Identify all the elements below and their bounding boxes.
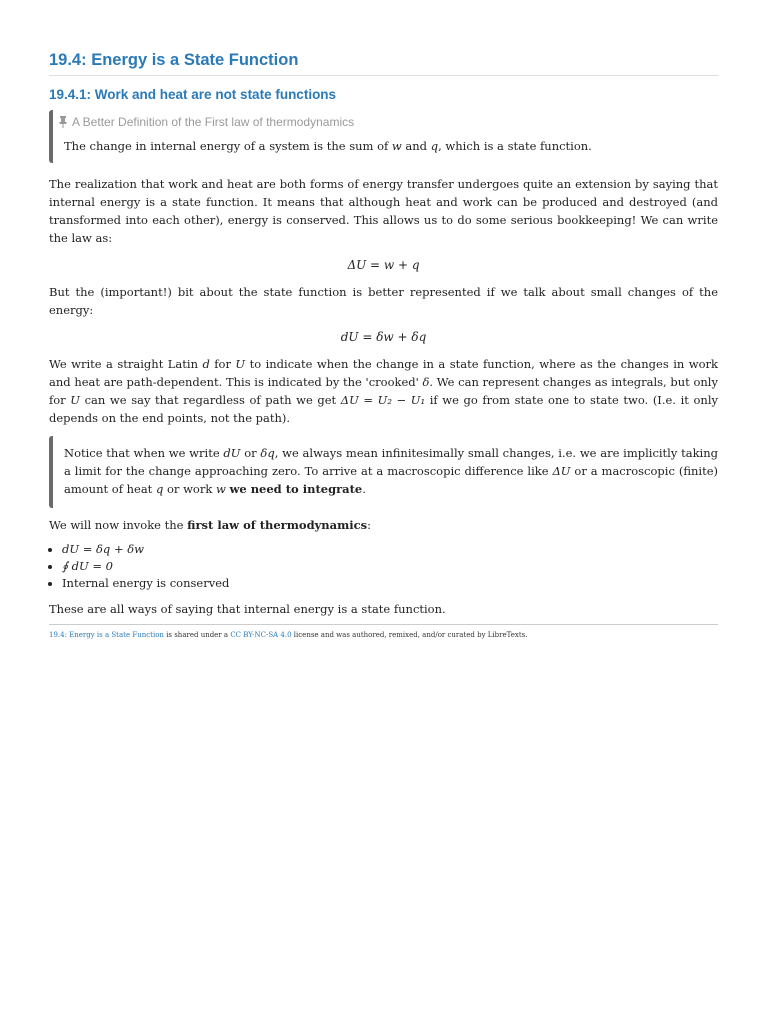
math-w: w xyxy=(215,482,226,496)
text: or a macroscopic (finite) amount of heat xyxy=(64,464,718,496)
text: Notice that when we write xyxy=(64,446,224,460)
text: , we always mean infinitesimally small changes, i.e. we are implicitly taking a limit for the change approaching zero. To arrive at a macroscopic difference like xyxy=(64,446,719,478)
text: if we go from state one to state two. (I.e. it only depends on the end points, not the path). xyxy=(49,393,718,425)
eq-lhs: dU xyxy=(340,330,359,344)
math-q: q xyxy=(155,482,164,496)
callout-text: and xyxy=(401,139,431,153)
eq-rhs: δw + δq xyxy=(376,330,427,344)
license-footer xyxy=(49,624,718,640)
text: . We can represent changes as integrals, but only for xyxy=(49,375,718,407)
math-d: d xyxy=(202,357,210,371)
definition-callout xyxy=(49,110,718,163)
math-q: q xyxy=(430,139,439,153)
list-item-text: Internal energy is conserved xyxy=(62,576,230,590)
paragraph-path-dependence xyxy=(49,355,718,427)
eq-rhs: w + q xyxy=(383,258,420,272)
bold-text: first law of thermodynamics xyxy=(187,518,368,532)
page-title: 19.4: Energy is a State Function xyxy=(49,50,718,76)
math-DU: ΔU xyxy=(552,464,571,478)
bold-text: we need to integrate xyxy=(229,482,363,496)
text: : xyxy=(367,518,372,532)
callout-body xyxy=(64,138,718,155)
eq-op: = xyxy=(366,258,384,272)
list-item-text: dU = δq + δw xyxy=(62,542,144,556)
footer-text: is shared under a xyxy=(163,631,231,639)
pin-icon xyxy=(58,116,68,128)
license-link[interactable]: CC BY-NC-SA 4.0 xyxy=(230,631,292,639)
paragraph-conclusion: These are all ways of saying that internal energy is a state function. xyxy=(49,602,446,616)
math-U: U xyxy=(70,393,80,407)
equation-first-law xyxy=(49,256,718,274)
callout-title xyxy=(58,110,718,130)
math-delta: δ xyxy=(422,375,430,389)
callout-text: , which is a state function. xyxy=(438,139,592,153)
math-formula: ΔU = U₂ − U₁ xyxy=(340,393,426,407)
callout-text: The change in internal energy of a system is the sum of xyxy=(64,139,392,153)
math-dU: dU xyxy=(223,446,241,460)
text: or xyxy=(240,446,261,460)
first-law-list xyxy=(49,541,718,592)
text: . xyxy=(362,482,366,496)
page-content xyxy=(49,50,718,640)
list-item xyxy=(62,558,718,575)
text: or work xyxy=(163,482,216,496)
text: to indicate when the change in a state function, where as the changes in work and heat are path-dependent. This is indicated by the 'crooked' xyxy=(49,357,718,389)
math-dq: δq xyxy=(260,446,275,460)
paragraph-small-changes: But the (important!) bit about the state function is better represented if we talk about small changes of the energy: xyxy=(49,285,718,317)
equation-differential xyxy=(49,328,718,346)
text: can we say that regardless of path we get xyxy=(80,393,341,407)
text: for xyxy=(209,357,236,371)
callout-title-text: A Better Definition of the First law of thermodynamics xyxy=(72,115,355,129)
text: We will now invoke the xyxy=(49,518,188,532)
footer-text: license and was authored, remixed, and/or curated by LibreTexts. xyxy=(291,631,528,639)
list-item xyxy=(62,541,718,558)
text: We write a straight Latin xyxy=(49,357,203,371)
eq-op: = xyxy=(358,330,377,344)
eq-lhs: ΔU xyxy=(347,258,367,272)
paragraph-first-law xyxy=(49,516,718,534)
paragraph-state-function: The realization that work and heat are both forms of energy transfer undergoes quite an extension by saying that internal energy is a state function. It means that although heat and work can be produced and destroyed (and transformed into each other), energy is conserved. This allows us to do some serious bookkeeping! We can write the law as: xyxy=(49,177,718,245)
list-item-text: ∮ dU = 0 xyxy=(62,559,113,573)
page-link[interactable]: 19.4: Energy is a State Function xyxy=(49,631,164,639)
note-callout xyxy=(49,436,718,508)
section-heading: 19.4.1: Work and heat are not state functions xyxy=(49,87,337,102)
list-item xyxy=(62,575,718,592)
math-U: U xyxy=(235,357,246,371)
math-w: w xyxy=(391,139,402,153)
